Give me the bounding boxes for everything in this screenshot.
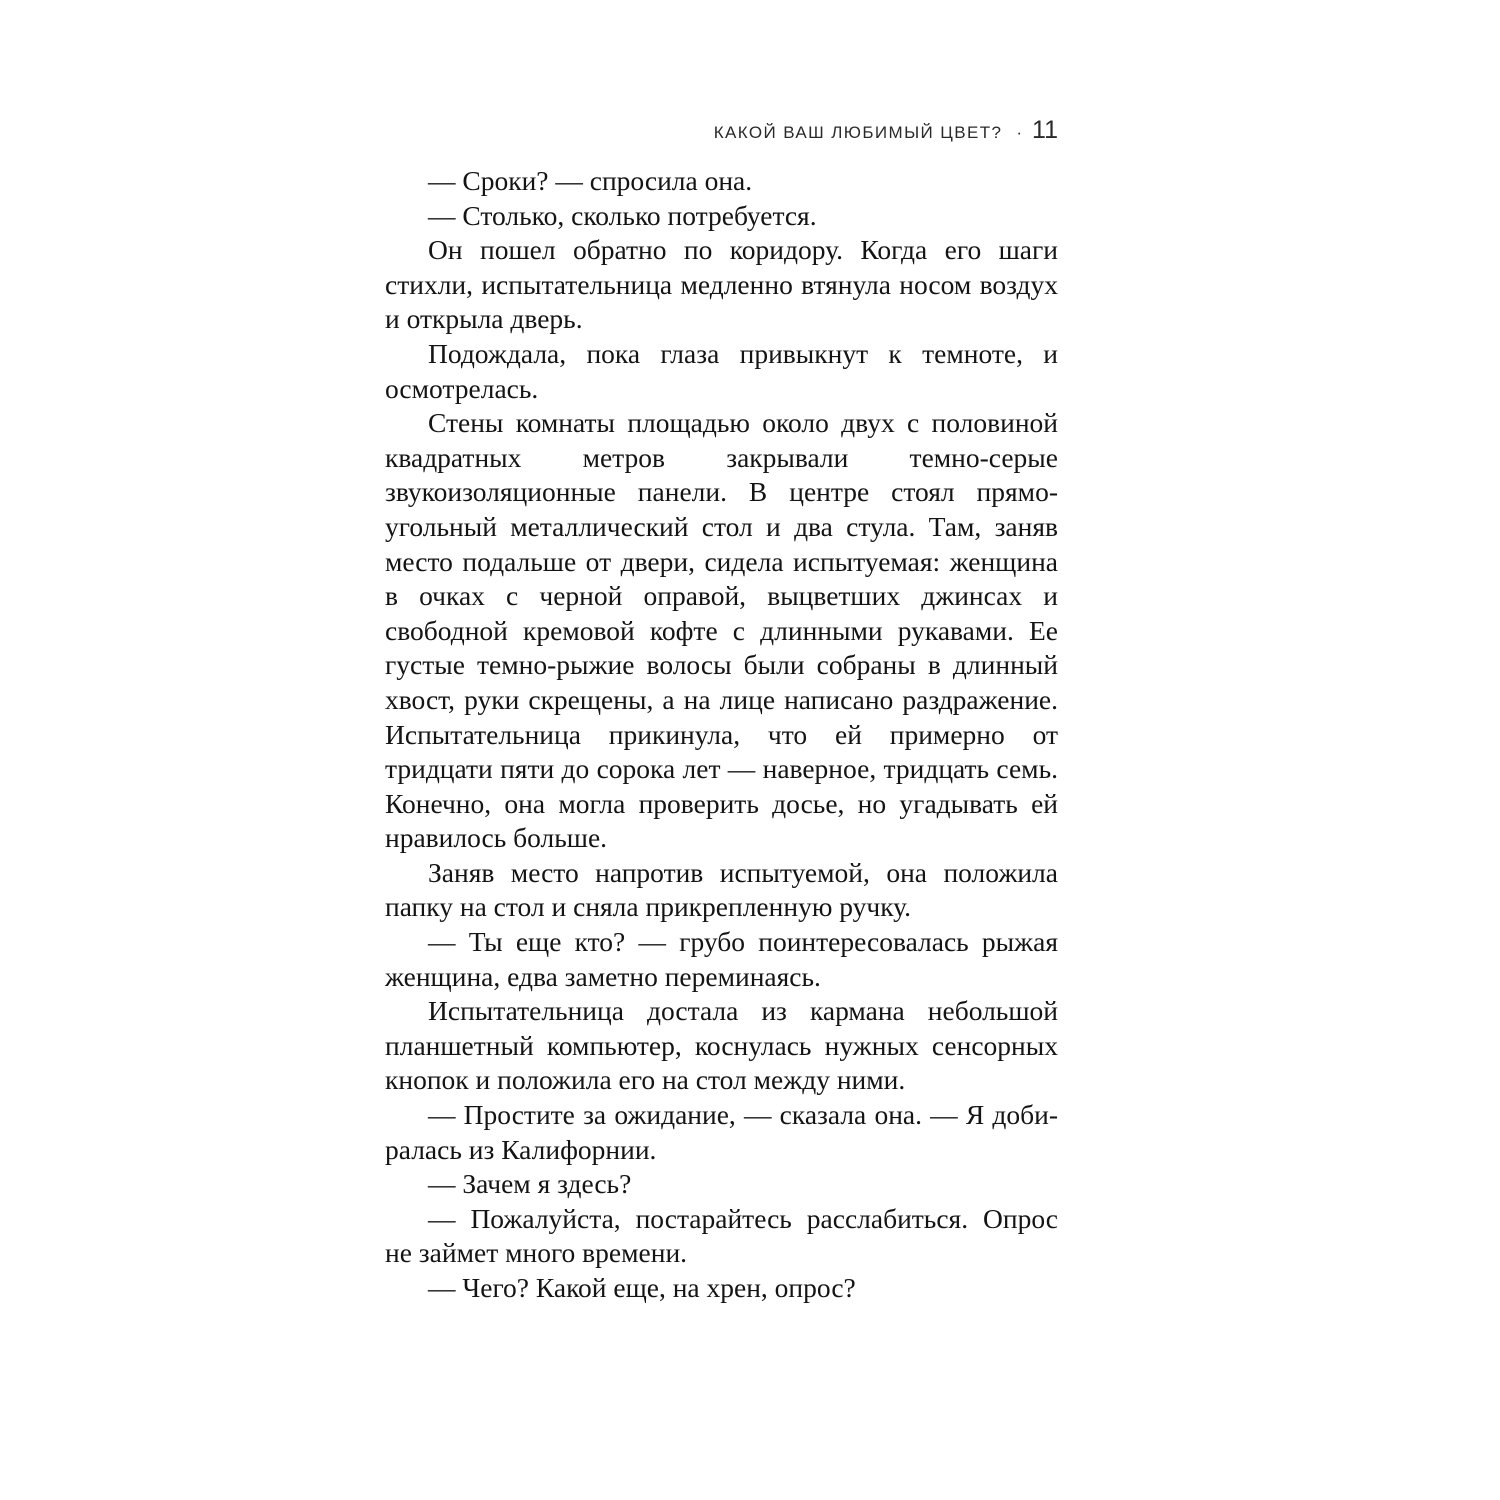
paragraph: Стены комнаты площадью около двух с половиной квадратных метров закрывали темно-серые звукоизоляционные панели. В центре стоял прямоугольный металлический стол и два стула. Там, заняв место подальше от двери, сидела испытуемая: женщина в очках с черной оправой, выцветших джинсах и свободной кремовой кофте с длинными рукавами. Ее густые темно-рыжие волосы были собраны в длинный хвост, руки скрещены, а на лице написано раздражение. Испытательница прикинула, что ей примерно от тридцати пяти до сорока лет — наверное, тридцать семь. Конечно, она могла проверить досье, но угадывать ей нравилось больше.	[385, 407, 1058, 854]
header-separator: ·	[1016, 123, 1023, 142]
paragraph: — Зачем я здесь?	[428, 1168, 632, 1200]
paragraph: Он пошел обратно по коридору. Когда его шаги стихли, испытательница медленно втянула носом воздух и открыла дверь.	[385, 234, 1058, 335]
paragraph: — Чего? Какой еще, на хрен, опрос?	[428, 1272, 856, 1303]
running-title: КАКОЙ ВАШ ЛЮБИМЫЙ ЦВЕТ?	[713, 123, 1003, 142]
paragraph: — Пожалуйста, постарайтесь расслабиться. Опрос не займет много времени.	[385, 1202, 1058, 1269]
paragraph: — Столько, сколько потребуется.	[428, 199, 817, 231]
body-text	[385, 164, 1058, 1306]
paragraph: Испытательница достала из кармана небольшой планшетный компьютер, коснулась нужных сенсорных кнопок и положила его на стол между ними.	[385, 995, 1058, 1096]
paragraph: Заняв место напротив испытуемой, она положила папку на стол и сняла прикрепленную ручку.	[385, 856, 1058, 923]
paragraph: Подождала, пока глаза привыкнут к темноте, и осмотрелась.	[385, 337, 1058, 404]
page-number: 11	[1032, 116, 1058, 144]
paragraph: — Сроки? — спросила она.	[428, 165, 753, 196]
running-head	[600, 116, 1058, 150]
paragraph: — Простите за ожидание, — сказала она. — Я добиралась из Калифорнии.	[385, 1099, 1058, 1165]
paragraph: — Ты еще кто? — грубо поинтересовалась рыжая женщина, едва заметно переминаясь.	[385, 926, 1058, 992]
